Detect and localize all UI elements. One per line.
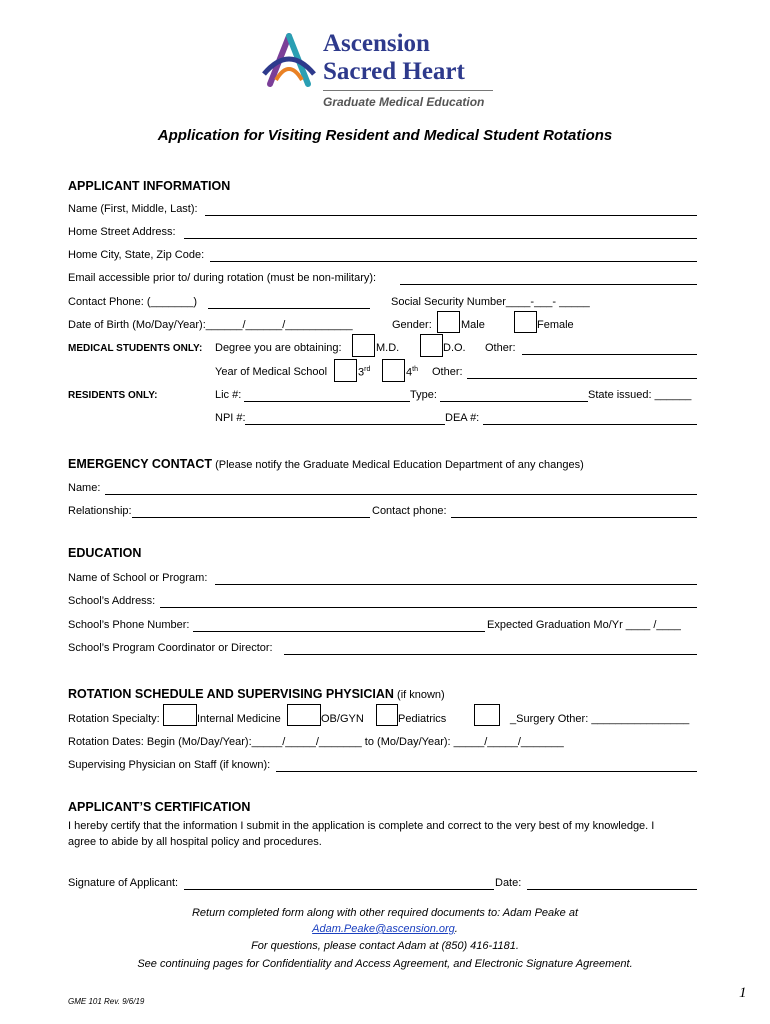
questions-text: For questions, please contact Adam at (850) 416-1181. — [251, 940, 519, 952]
ssn-field[interactable]: Social Security Number____-___- _____ — [391, 296, 590, 308]
school-phone-label: School’s Phone Number: — [68, 619, 190, 631]
ec-phone-label: Contact phone: — [372, 505, 447, 517]
signature-label: Signature of Applicant: — [68, 877, 179, 889]
rotation-dates-field[interactable]: Rotation Dates: Begin (Mo/Day/Year):_____/_____/_______ to (Mo/Day/Year): _____/_____/_______ — [68, 736, 564, 748]
degree-label: Degree you are obtaining: — [215, 342, 342, 354]
school-label: Name of School or Program: — [68, 572, 208, 584]
section-rotation: ROTATION SCHEDULE AND SUPERVISING PHYSICIAN (if known) — [68, 687, 445, 701]
gender-label: Gender: — [392, 319, 432, 331]
third-year-label: 3rd — [358, 366, 371, 379]
school-address-label: School’s Address: — [68, 595, 156, 607]
pediatrics-label: Pediatrics — [398, 713, 447, 725]
city-label: Home City, State, Zip Code: — [68, 249, 205, 261]
ec-name-field[interactable] — [105, 494, 697, 495]
year-other-field[interactable] — [467, 378, 697, 379]
obgyn-checkbox[interactable] — [287, 704, 321, 726]
phone-label: Contact Phone: (_______) — [68, 296, 198, 308]
ec-name-label: Name: — [68, 482, 101, 494]
female-checkbox[interactable] — [514, 311, 537, 333]
section-education: EDUCATION — [68, 546, 142, 560]
logo-divider — [323, 90, 493, 91]
type-field[interactable] — [440, 401, 588, 402]
pediatrics-checkbox[interactable] — [376, 704, 398, 726]
degree-other-field[interactable] — [522, 354, 697, 355]
surgery-other-field[interactable]: _Surgery Other: ________________ — [510, 713, 690, 725]
date-field[interactable] — [527, 889, 697, 890]
section-emergency-contact: EMERGENCY CONTACT (Please notify the Graduate Medical Education Department of any changes) — [68, 457, 584, 471]
lic-label: Lic #: — [215, 389, 242, 401]
male-label: Male — [461, 319, 485, 331]
coordinator-field[interactable] — [284, 654, 697, 655]
dea-label: DEA #: — [445, 412, 480, 424]
phone-field[interactable] — [208, 308, 370, 309]
supervising-field[interactable] — [276, 771, 697, 772]
street-field[interactable] — [184, 238, 697, 239]
date-label: Date: — [495, 877, 522, 889]
third-year-checkbox[interactable] — [334, 359, 357, 382]
page-number: 1 — [739, 985, 747, 1001]
name-field[interactable] — [205, 215, 697, 216]
npi-field[interactable] — [245, 424, 445, 425]
state-field[interactable]: State issued: ______ — [588, 389, 692, 401]
female-label: Female — [537, 319, 574, 331]
year-label: Year of Medical School — [215, 366, 328, 378]
logo-line1: Ascension — [323, 30, 430, 57]
page-title: Application for Visiting Resident and Medical Student Rotations — [157, 127, 613, 144]
surgery-checkbox[interactable] — [474, 704, 500, 726]
degree-other-label: Other: — [485, 342, 516, 354]
school-address-field[interactable] — [160, 607, 697, 608]
logo-tagline: Graduate Medical Education — [323, 95, 485, 109]
school-phone-field[interactable] — [193, 631, 485, 632]
med-students-label: MEDICAL STUDENTS ONLY: — [68, 343, 203, 354]
section-applicant-info: APPLICANT INFORMATION — [68, 179, 231, 193]
npi-label: NPI #: — [215, 412, 246, 424]
ec-phone-field[interactable] — [451, 517, 697, 518]
revision-label: GME 101 Rev. 9/6/19 — [68, 997, 145, 1006]
lic-field[interactable] — [244, 401, 410, 402]
residents-label: RESIDENTS ONLY: — [68, 390, 158, 401]
coordinator-label: School’s Program Coordinator or Director: — [68, 642, 273, 654]
city-field[interactable] — [210, 261, 697, 262]
name-label: Name (First, Middle, Last): — [68, 203, 198, 215]
signature-field[interactable] — [184, 889, 494, 890]
fourth-year-checkbox[interactable] — [382, 359, 405, 382]
md-checkbox[interactable] — [352, 334, 375, 357]
male-checkbox[interactable] — [437, 311, 460, 333]
obgyn-label: OB/GYN — [321, 713, 364, 725]
ascension-logo-icon — [258, 30, 320, 92]
md-label: M.D. — [376, 342, 400, 354]
dea-field[interactable] — [483, 424, 697, 425]
do-label: D.O. — [443, 342, 466, 354]
logo-line2: Sacred Heart — [323, 58, 465, 85]
internal-medicine-label: Internal Medicine — [197, 713, 281, 725]
graduation-field[interactable]: Expected Graduation Mo/Yr ____ /____ — [487, 619, 681, 631]
specialty-label: Rotation Specialty: — [68, 713, 160, 725]
email-label: Email accessible prior to/ during rotation (must be non-military): — [68, 272, 377, 284]
relationship-field[interactable] — [132, 517, 370, 518]
continuing-pages-text: See continuing pages for Confidentiality and Access Agreement, and Electronic Signature Agreement. — [137, 958, 633, 970]
year-other-label: Other: — [432, 366, 463, 378]
certification-text-1: I hereby certify that the information I submit in the application is complete and correct to the very best of my knowledge. I — [68, 820, 655, 832]
do-checkbox[interactable] — [420, 334, 443, 357]
dob-field[interactable]: Date of Birth (Mo/Day/Year):______/______/___________ — [68, 319, 353, 331]
contact-email-link[interactable]: Adam.Peake@ascension.org — [312, 923, 455, 935]
street-label: Home Street Address: — [68, 226, 176, 238]
contact-email-row: Adam.Peake@ascension.org. — [312, 923, 458, 935]
return-instructions: Return completed form along with other required documents to: Adam Peake at — [191, 907, 579, 919]
school-field[interactable] — [215, 584, 697, 585]
relationship-label: Relationship: — [68, 505, 132, 517]
type-label: Type: — [410, 389, 437, 401]
fourth-year-label: 4th — [406, 366, 418, 379]
certification-text-2: agree to abide by all hospital policy and procedures. — [68, 836, 322, 848]
email-field[interactable] — [400, 284, 697, 285]
supervising-label: Supervising Physician on Staff (if known): — [68, 759, 271, 771]
section-certification: APPLICANT’S CERTIFICATION — [68, 800, 251, 814]
internal-medicine-checkbox[interactable] — [163, 704, 197, 726]
